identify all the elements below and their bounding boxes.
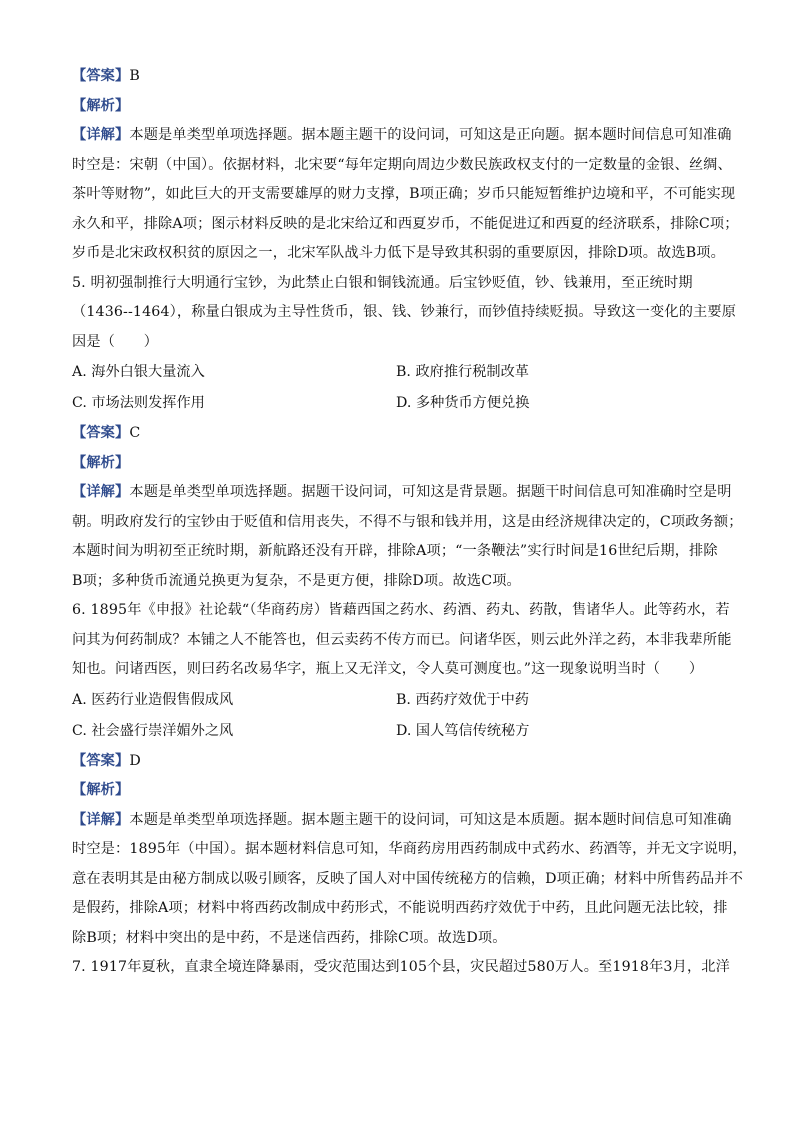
option-d: D. 国人笃信传统秘方 — [396, 722, 530, 739]
detail-tag: 【详解】 — [72, 484, 130, 500]
analysis-line — [72, 776, 730, 806]
detail-text: 茶叶等财物”，如此巨大的开支需要雄厚的财力支撑，B项正确；岁币只能短暂维护边境和平，不可能实现 — [72, 186, 736, 202]
detail-tag: 【详解】 — [72, 811, 130, 828]
option-d: D. 多种货币方便兑换 — [396, 395, 530, 411]
analysis-tag: 【解析】 — [72, 782, 130, 798]
question-stem: 6. 1895年《申报》社论载“（华商药房）皆藉西国之药水、药酒、药丸、药散，售诸华人。此等药水，若 — [72, 602, 730, 618]
option-c: C. 市场法则发挥作用 — [72, 395, 205, 411]
answer-tag: 【答案】 — [72, 68, 130, 84]
options-row — [72, 685, 730, 716]
answer-value: D — [129, 752, 141, 769]
question-stem: 因是（ ） — [72, 333, 159, 350]
options-row — [72, 357, 730, 388]
answer-line — [72, 747, 730, 777]
detail-text: B项；多种货币流通兑换更为复杂，不是更方便，排除D项。故选C项。 — [72, 572, 521, 589]
document-page — [72, 62, 747, 983]
detail-text: 岁币是北宋政权积贫的原因之一，北宋军队战斗力低下是导致其积弱的重要原因，排除D项。故选B项。 — [72, 245, 725, 261]
option-a: A. 医药行业造假售假成风 — [72, 691, 234, 708]
answer-line — [72, 62, 730, 92]
answer-tag: 【答案】 — [72, 752, 130, 769]
detail-text: 除B项；材料中突出的是中药，不是迷信西药，排除C项。故选D项。 — [72, 929, 507, 946]
detail-line — [72, 478, 730, 508]
question-stem: 知也。问诸西医，则曰药名改易华字，瓶上又无洋文，令人莫可测度也。”这一现象说明当时（ ） — [72, 661, 704, 677]
detail-text: 本题是单类型单项选择题。据题干设问词，可知这是背景题。据题干时间信息可知准确时空是明 — [129, 484, 732, 500]
detail-text: 本题时间为明初至正统时期，新航路还没有开辟，排除A项；“一条鞭法”实行时间是16世纪后期，排除 — [72, 543, 718, 559]
question-stem: （1436--1464），称量白银成为主导性货币，银、钱、钞兼行，而钞值持续贬损。导致这一变化的主要原 — [72, 304, 737, 320]
analysis-line — [72, 449, 730, 479]
detail-text: 时空是：1895年（中国）。据本题材料信息可知，华商药房用西药制成中式药水、药酒等，并无文字说明， — [72, 841, 747, 857]
answer-tag: 【答案】 — [72, 425, 130, 441]
option-a: A. 海外白银大量流入 — [72, 364, 205, 380]
detail-text: 时空是：宋朝（中国）。依据材料，北宋要“每年定期向周边少数民族政权支付的一定数量的金银、丝绸、 — [72, 156, 732, 173]
question-stem: 5. 明初强制推行大明通行宝钞，为此禁止白银和铜钱流通。后宝钞贬值，钞、钱兼用，至正统时期 — [72, 274, 693, 291]
analysis-tag: 【解析】 — [72, 97, 130, 114]
detail-line — [72, 121, 730, 151]
detail-text: 是假药，排除A项；材料中将西药改制成中药形式，不能说明西药疗效优于中药，且此问题无法比较，排 — [72, 900, 728, 916]
answer-value: B — [129, 68, 140, 84]
detail-text: 永久和平，排除A项；图示材料反映的是北宋给辽和西夏岁币，不能促进辽和西夏的经济联系，排除C项； — [72, 215, 739, 232]
answer-line — [72, 419, 730, 449]
analysis-line — [72, 92, 730, 122]
options-row — [72, 716, 730, 747]
options-row — [72, 388, 730, 419]
detail-text: 本题是单类型单项选择题。据本题主题干的设问词，可知这是正向题。据本题时间信息可知准确 — [129, 127, 732, 143]
option-c: C. 社会盛行崇洋媚外之风 — [72, 722, 234, 739]
analysis-tag: 【解析】 — [72, 454, 130, 471]
option-b: B. 西药疗效优于中药 — [396, 691, 529, 708]
question-stem: 问其为何药制成？本铺之人不能答也，但云卖药不传方而已。问诸华医，则云此外洋之药，本非我辈所能 — [72, 631, 732, 648]
detail-line — [72, 806, 730, 836]
question-stem: 7. 1917年夏秋，直隶全境连降暴雨，受灾范围达到105个县，灾民超过580万人。至1918年3月，北洋 — [72, 959, 730, 975]
detail-text: 意在表明其是由秘方制成以吸引顾客，反映了国人对中国传统秘方的信赖，D项正确；材料中所售药品并不 — [72, 870, 744, 887]
answer-value: C — [129, 425, 141, 441]
detail-text: 本题是单类型单项选择题。据本题主题干的设问词，可知这是本质题。据本题时间信息可知准确 — [129, 811, 732, 828]
detail-tag: 【详解】 — [72, 127, 130, 143]
option-b: B. 政府推行税制改革 — [396, 364, 529, 380]
detail-text: 朝。明政府发行的宝钞由于贬值和信用丧失，不得不与银和钱并用，这是由经济规律决定的，C项政务额； — [72, 513, 743, 530]
